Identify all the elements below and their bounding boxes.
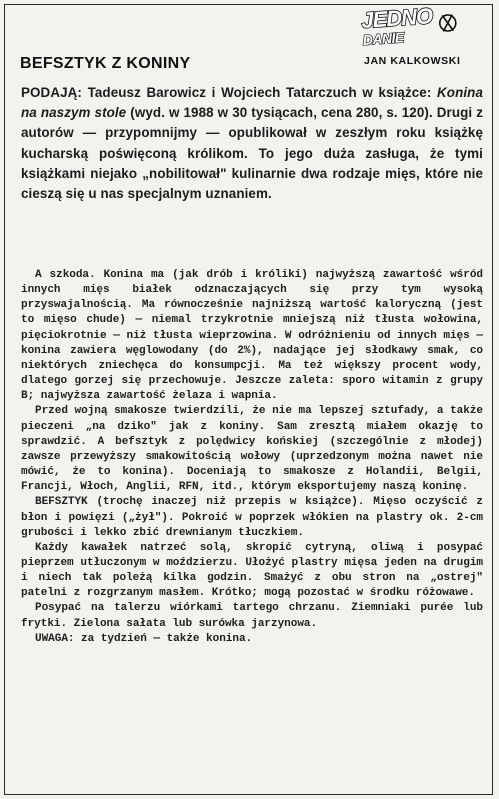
intro-rest: (wyd. w 1988 w 30 tysiącach, cena 280, s. 120). Drugi z autorów — przypomnijmy — opublikował w zeszłym roku książkę kucharską poświęconą królikom. To jego duża zasługa, że tymi książkami niejako „nobilitował" kulinarnie dwa rodzaje mięs, które nie cieszą się u nas specjalnym uznaniem. bbox=[21, 105, 484, 202]
article-title: BEFSZTYK Z KONINY bbox=[20, 55, 191, 72]
recipe-label: BEFSZTYK bbox=[35, 496, 88, 509]
body-paragraph: Przed wojną smakosze twierdzili, że nie ma lepszej sztufady, a także pieczeni „na dziko" jak z koniny. Sam zresztą miałem okazję to sprawdzić. A befsztyk z polędwicy końskiej (szczególnie z młodej) zawsze przewyższy smakowitością wołowy (uprzedzonym można nawet nie mówić, że to konina). Doceniają to smakosze z Holandii, Belgii, Francji, Włoch, Anglii, RFN, itd., którym eksportujemy naszą koninę. bbox=[21, 405, 483, 494]
column-author: JAN KALKOWSKI bbox=[364, 55, 461, 67]
column-logo bbox=[360, 3, 490, 74]
intro-authors: Tadeusz Barowicz i Wojciech Tatarczuch bbox=[81, 85, 357, 100]
recipe-intro-text: (trochę inaczej niż przepis w książce). Mięso oczyścić z błon i powięzi („żył"). Pokroić w poprzek włókien na plastry ok. 2-cm grubości i lekko zbić drewnianym tłuczkiem. bbox=[21, 496, 483, 539]
article-note: UWAGA: za tydzień — także konina. bbox=[35, 632, 253, 645]
logo-jedno-text: JEDNO bbox=[360, 3, 433, 33]
recipe-intro bbox=[21, 495, 483, 540]
recipe-step: Posypać na talerzu wiórkami tartego chrzanu. Ziemniaki purée lub frytki. Zielona sałata lub surówka jarzynowa. bbox=[21, 602, 483, 630]
fork-knife-icon bbox=[436, 11, 459, 34]
logo-wordmark bbox=[361, 1, 491, 48]
body-paragraph: A szkoda. Konina ma (jak drób i króliki) najwyższą zawartość wśród innych mięs białek odznaczających się przy tym wysoką przyswajalnością. Ma równocześnie najniższą wartość kaloryczną (jest to mięso chude) — niemal trzykrotnie mniejszą niż tłusta wołowina, pięciokrotnie — niż tłusta wieprzowina. W odróżnieniu od innych mięs — konina zawiera węglowodany (do 2%), nadające jej słodkawy smak, co niektórych zniechęca do konsumpcji. Ma też większy procent wody, dlatego gorzej się przechowuje. Jeszcze zaleta: sporo witamin z grupy B; najwyższa zawartość żelaza i wapnia. bbox=[21, 269, 483, 403]
article-intro bbox=[21, 83, 483, 204]
logo-danie-text: DANIE bbox=[362, 29, 405, 48]
intro-lead: PODAJĄ: bbox=[21, 85, 82, 100]
article-body bbox=[21, 268, 483, 647]
intro-mid: w książce: bbox=[356, 85, 438, 100]
intro-book-title: Konina na naszym stole bbox=[21, 85, 484, 121]
recipe-step: Każdy kawałek natrzeć solą, skropić cytryną, oliwą i posypać pieprzem utłuczonym w moździerzu. Ułożyć plastry mięsa jeden na drugim i niech tak poleżą kilka godzin. Smażyć z obu stron na „ostrej" patelni z rozgrzanym masłem. Krótko; mogą pozostać w środku różowawe. bbox=[21, 541, 483, 600]
